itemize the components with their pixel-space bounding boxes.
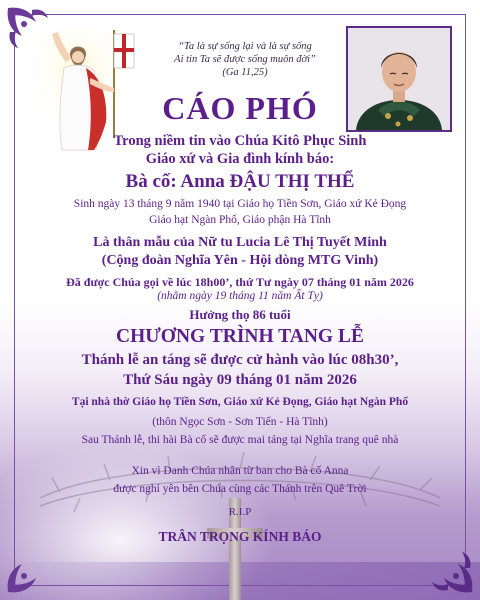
page-title: CÁO PHÓ bbox=[162, 90, 318, 126]
corner-ornament-icon bbox=[2, 542, 58, 598]
mass-line: Thứ Sáu ngày 09 tháng 01 năm 2026 bbox=[123, 372, 357, 388]
church-place: Tại nhà thờ Giáo họ Tiền Sơn, Giáo xứ Kẻ Đọng, Giáo hạt Ngàn Phố bbox=[71, 396, 409, 408]
birth-line: Sinh ngày 13 tháng 9 năm 1940 tại Giáo họ Tiền Sơn, Giáo xứ Kẻ Đọng bbox=[73, 198, 407, 210]
quote-reference: (Ga 11,25) bbox=[222, 67, 268, 78]
church-address: (thôn Ngọc Sơn - Sơn Tiến - Hà Tĩnh) bbox=[152, 416, 328, 428]
rip-text: R.I.P bbox=[228, 506, 252, 518]
quote-line: Ai tin Ta sẽ được sống muôn đời” bbox=[174, 54, 316, 65]
birth-info bbox=[0, 196, 480, 228]
prayer-line: được nghỉ yên bên Chúa cùng các Thánh trên Quê Trời bbox=[113, 483, 367, 495]
lunar-date: (nhằm ngày 19 tháng 11 năm Ất Tỵ) bbox=[157, 290, 323, 302]
deceased-name: Bà cố: Anna ĐẬU THỊ THỂ bbox=[125, 171, 355, 192]
intro-line: Trong niềm tin vào Chúa Kitô Phục Sinh bbox=[113, 133, 367, 149]
intro-line: Giáo xứ và Gia đình kính báo: bbox=[145, 151, 335, 167]
mass-line: Thánh lễ an táng sẽ được cử hành vào lúc 08h30’, bbox=[81, 352, 399, 368]
program-heading: CHƯƠNG TRÌNH TANG LỄ bbox=[116, 326, 364, 347]
scripture-quote bbox=[150, 40, 340, 79]
quote-line: “Ta là sự sống lại và là sự sống bbox=[178, 41, 312, 52]
death-info: Đã được Chúa gọi về lúc 18h00’, thứ Tư ngày 07 tháng 01 năm 2026 bbox=[66, 275, 414, 289]
prayer-text bbox=[0, 462, 480, 498]
closing-respect: TRÂN TRỌNG KÍNH BÁO bbox=[158, 529, 322, 544]
relation-line: Là thân mẫu của Nữ tu Lucia Lê Thị Tuyết Minh bbox=[93, 235, 387, 250]
prayer-line: Xin vì Danh Chúa nhân từ ban cho Bà cố Anna bbox=[131, 465, 349, 477]
mass-info bbox=[0, 350, 480, 390]
relation-line: (Cộng đoàn Nghĩa Yên - Hội dòng MTG Vinh) bbox=[101, 253, 379, 268]
intro-text bbox=[0, 132, 480, 168]
burial-info: Sau Thánh lễ, thi hài Bà cố sẽ được mai táng tại Nghĩa trang quê nhà bbox=[81, 434, 399, 446]
age-info: Hưởng thọ 86 tuổi bbox=[189, 307, 291, 322]
relation-info bbox=[0, 234, 480, 270]
corner-ornament-icon bbox=[422, 542, 478, 598]
birth-line: Giáo hạt Ngàn Phố, Giáo phận Hà Tĩnh bbox=[149, 214, 331, 226]
